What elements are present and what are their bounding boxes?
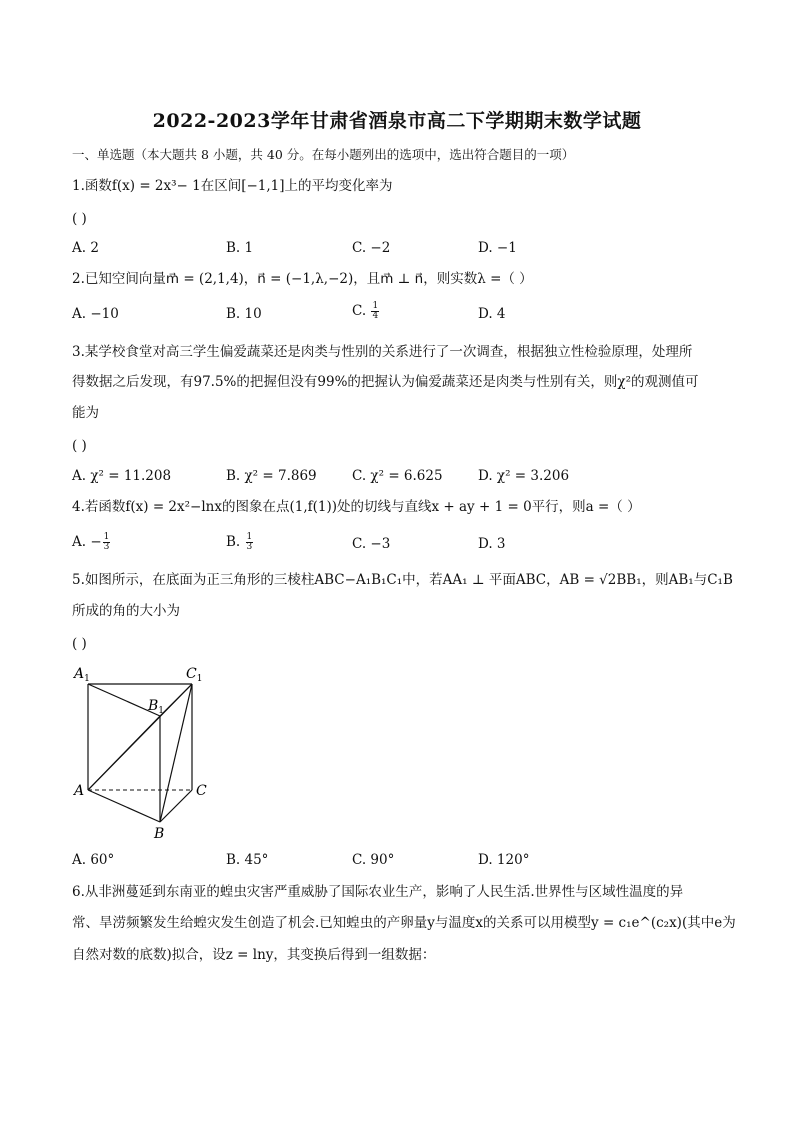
fraction-denominator: 3 [246,542,253,552]
question-1-option-b: B. 1 [226,240,254,256]
question-1-stem: 1.函数f(x) = 2x³− 1在区间[−1,1]上的平均变化率为 [72,178,393,194]
question-5-option-d: D. 120° [478,852,530,868]
fraction-denominator: 4 [372,311,379,321]
question-3-option-a: A. χ² = 11.208 [72,468,172,484]
question-2-option-b: B. 10 [226,306,262,322]
question-6-stem-line-1: 6.从非洲蔓延到东南亚的蝗虫灾害严重威胁了国际农业生产，影响了人民生活.世界性与区域性温度的异 [72,884,684,900]
label-a: A [74,783,85,799]
question-3-option-d: D. χ² = 3.206 [478,468,570,484]
question-2-option-c-label: C. [352,303,371,319]
question-3-stem-line-3: 能为 [72,405,99,421]
label-c: C [196,783,207,799]
label-c1: $C_1$ [186,666,203,684]
label-a1: $A_1$ [74,666,90,684]
question-4-option-b-label: B. [226,534,245,550]
question-2-option-c [352,302,380,321]
question-4-option-a [72,533,111,552]
fraction [103,533,111,552]
question-1-option-a: A. 2 [72,240,99,256]
question-3-stem-line-2: 得数据之后发现，有97.5%的把握但没有99%的把握认为偏爱蔬菜还是肉类与性别有关，则χ²的观测值可 [72,374,699,390]
question-5-option-a: A. 60° [72,852,115,868]
fraction [371,302,379,321]
question-4-stem: 4.若函数f(x) = 2x²−lnx的图象在点(1,f(1))处的切线与直线x + ay + 1 = 0平行，则a =（ ） [72,499,641,515]
question-2-option-d: D. 4 [478,306,506,322]
question-2-option-a: A. −10 [72,306,119,322]
fraction-numerator: 1 [372,301,379,311]
question-5-paren: ( ) [72,636,87,652]
prism-figure [70,662,220,846]
label-b1: $B_1$ [148,698,165,716]
page-title: 2022-2023学年甘肃省酒泉市高二下学期期末数学试题 [152,110,642,132]
question-4-option-a-label: A. − [72,534,102,550]
question-5-option-c: C. 90° [352,852,395,868]
question-5-stem-line-1: 5.如图所示，在底面为正三角形的三棱柱ABC−A₁B₁C₁中，若AA₁ ⊥ 平面ABC，AB = √2BB₁，则AB₁与C₁B [72,572,733,588]
fraction-numerator: 1 [246,532,253,542]
question-3-paren: ( ) [72,438,87,454]
fraction-numerator: 1 [103,532,110,542]
question-4-option-b [226,533,254,552]
triangular-prism-diagram [70,662,220,842]
question-3-option-c: C. χ² = 6.625 [352,468,443,484]
fraction-denominator: 3 [103,542,110,552]
question-2-stem: 2.已知空间向量m⃗ = (2,1,4)，n⃗ = (−1,λ,−2)，且m⃗ ⊥ n⃗，则实数λ =（ ） [72,271,533,287]
question-5-stem-line-2: 所成的角的大小为 [72,603,180,619]
question-4-option-c: C. −3 [352,536,391,552]
question-3-stem-line-1: 3.某学校食堂对高三学生偏爱蔬菜还是肉类与性别的关系进行了一次调查，根据独立性检验原理，处理所 [72,344,693,360]
question-1-option-d: D. −1 [478,240,517,256]
label-b: B [154,826,165,842]
question-1-paren: ( ) [72,211,87,227]
question-4-option-d: D. 3 [478,536,506,552]
question-1-option-c: C. −2 [352,240,391,256]
question-5-option-b: B. 45° [226,852,269,868]
question-3-option-b: B. χ² = 7.869 [226,468,317,484]
question-6-stem-line-2: 常、旱涝频繁发生给蝗灾发生创造了机会.已知蝗虫的产卵量y与温度x的关系可以用模型y = c₁e^(c₂x)(其中e为 [72,915,736,931]
fraction [246,533,254,552]
question-6-stem-line-3: 自然对数的底数)拟合，设z = lny，其变换后得到一组数据： [72,947,436,963]
section-header: 一、单选题（本大题共 8 小题，共 40 分。在每小题列出的选项中，选出符合题目的一项） [72,147,575,162]
